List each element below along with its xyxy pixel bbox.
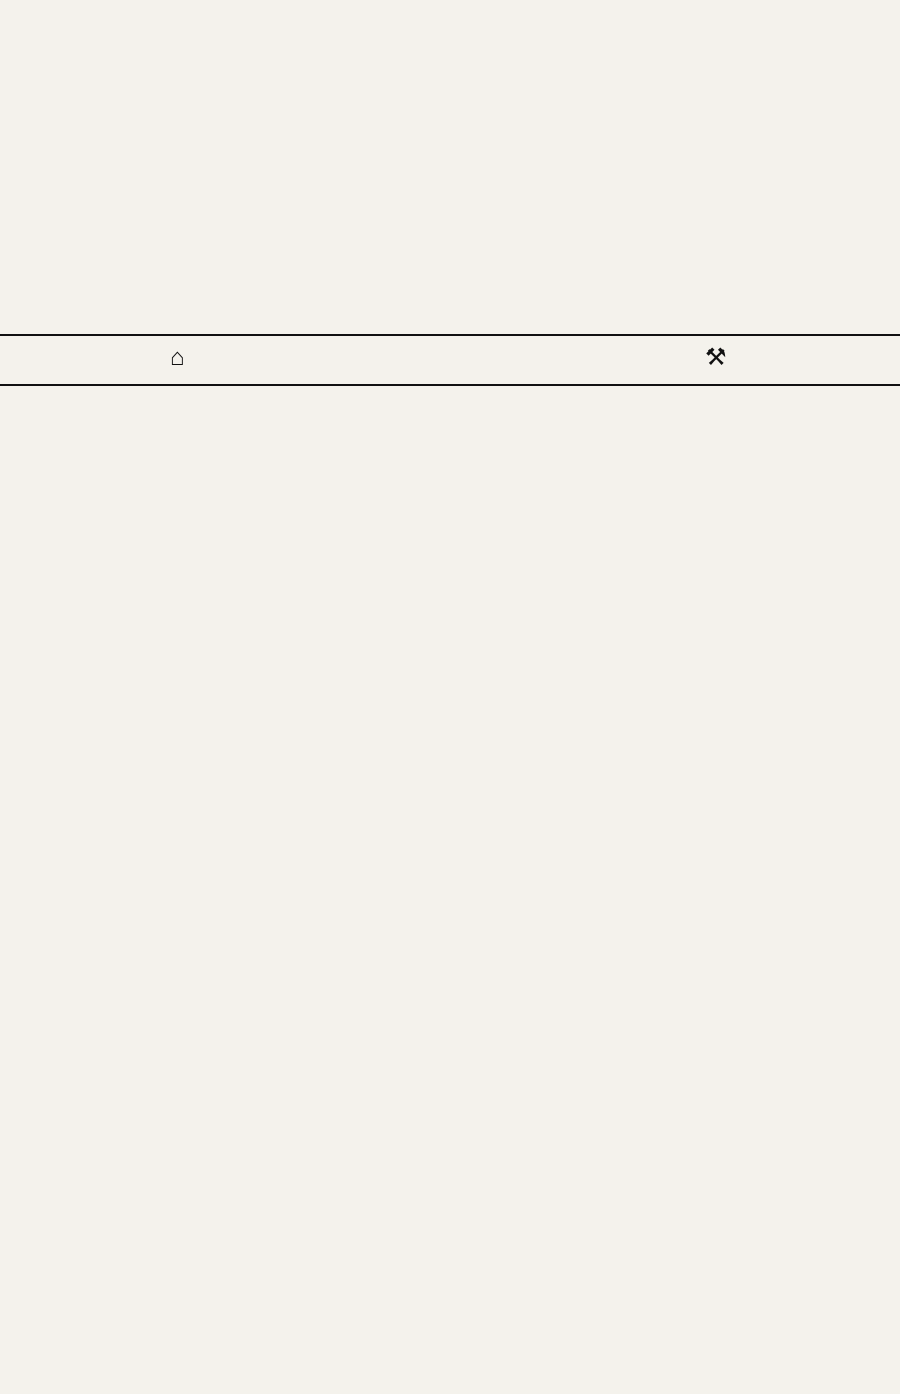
classified-office-clerical	[2, 16, 898, 334]
service-guide-columns	[2, 386, 898, 1392]
home-service-guide-banner	[0, 334, 900, 386]
page-header	[0, 0, 900, 16]
house-icon: ⌂	[170, 345, 185, 371]
tools-icon: ⚒	[705, 345, 727, 371]
